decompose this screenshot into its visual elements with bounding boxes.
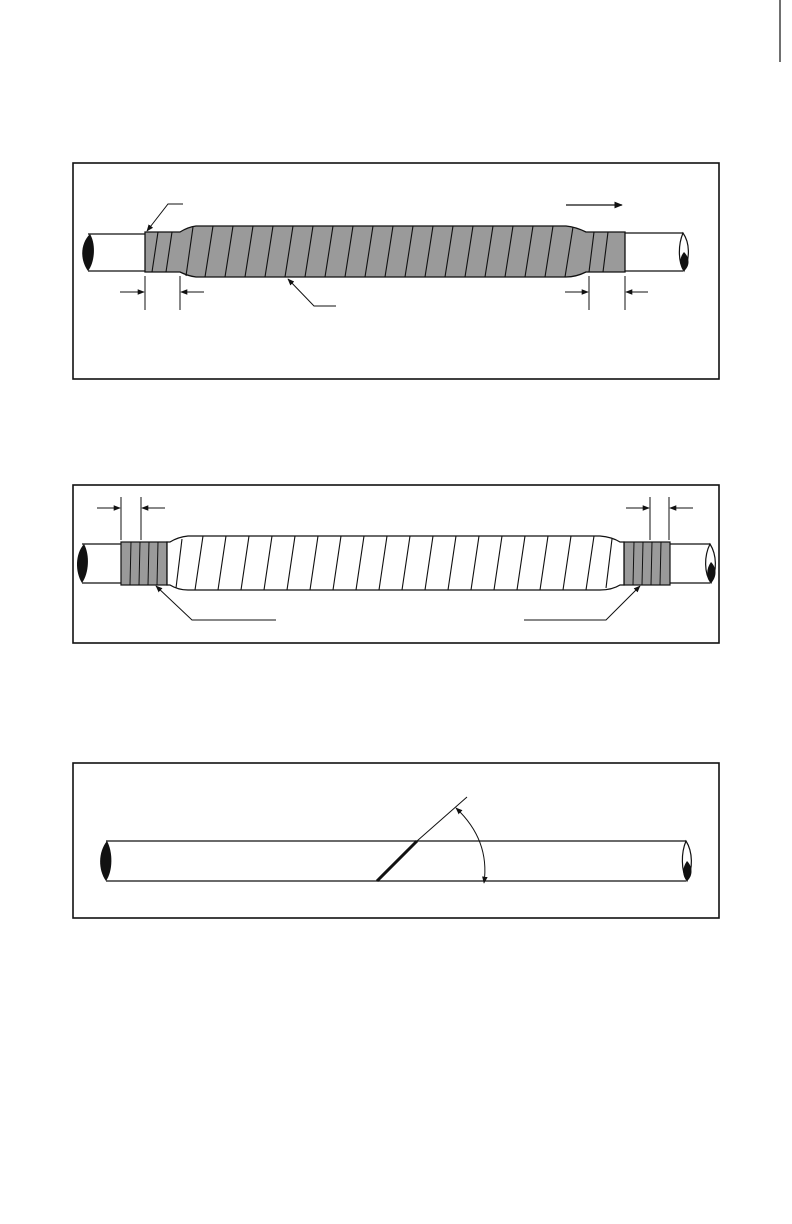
angle-arc xyxy=(456,808,485,883)
angle-reference-line xyxy=(417,797,467,841)
pipe-right-segment xyxy=(625,233,683,271)
pipe-left-segment xyxy=(88,234,145,271)
pipe-break-icon xyxy=(77,544,88,583)
figure-3 xyxy=(73,763,719,918)
leader-line-bottom xyxy=(288,279,336,306)
outer-wrap xyxy=(167,536,624,590)
pipe-break-icon xyxy=(82,234,94,271)
leader-line-left xyxy=(156,586,276,620)
tape-edge-line xyxy=(377,841,417,881)
figure-2 xyxy=(73,485,719,643)
pipe-break-icon xyxy=(100,841,111,881)
end-band-left xyxy=(121,542,167,585)
figure-1 xyxy=(73,163,719,379)
leader-line-top-left xyxy=(147,204,183,231)
tape-wrap xyxy=(145,226,625,277)
end-band-right xyxy=(624,542,670,585)
leader-line-right xyxy=(524,586,640,620)
pipe-right-segment xyxy=(670,544,710,583)
